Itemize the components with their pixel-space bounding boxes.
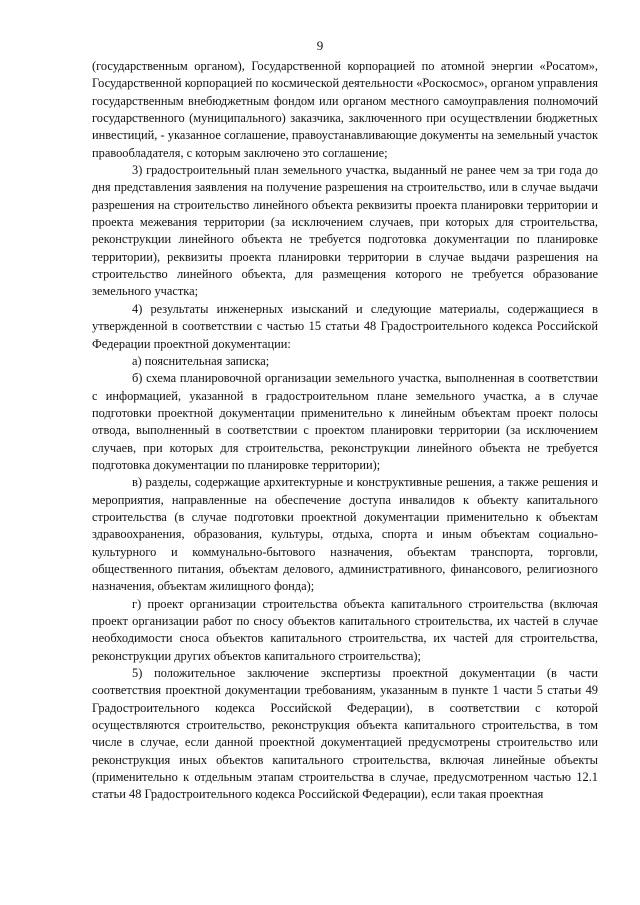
paragraph-item-5: 5) положительное заключение экспертизы проектной документации (в части соответствия проектной документации требованиям, указанным в пункте 1 части 5 статьи 49 Градостроительного кодекса Российской Федерации), в соответствии с которой осуществляются строительство, реконструкция объекта капитального строительства, в том числе в случае, если данной проектной документацией предусмотрены строительство или реконструкция иных объектов капитального строительства, включая линейные объекты (применительно к отдельным этапам строительства в случае, предусмотренном частью 12.1 статьи 48 Градостроительного кодекса Российской Федерации), если такая проектная <box>92 666 598 802</box>
page-number: 9 <box>316 38 324 53</box>
paragraph-item-3: 3) градостроительный план земельного участка, выданный не ранее чем за три года до дня представления заявления на получение разрешения на строительство, или в случае выдачи разрешения на строительство линейного объекта реквизиты проекта планировки территории и проекта межевания территории (за исключением случаев, при которых для строительства, реконструкции линейного объекта не требуется подготовка документации по планировке территории), реквизиты проекта планировки территории в случае выдачи разрешения на строительство линейного объекта, для размещения которого не требуется образование земельного участка; <box>92 163 598 299</box>
paragraph-subitem-a: а) пояснительная записка; <box>132 353 270 368</box>
paragraph-subitem-b: б) схема планировочной организации земельного участка, выполненная в соответствии с информацией, указанной в градостроительном плане земельного участка, а в случае подготовки проектной документации применительно к линейным объектам проект полосы отвода, выполненный в соответствии с проектом планировки территории (за исключением случаев, при которых для строительства, реконструкции линейного объекта не требуется подготовка документации по планировке территории); <box>92 371 598 472</box>
paragraph-continuation: (государственным органом), Государственной корпорацией по атомной энергии «Росатом», Государственной корпорацией по космической деятельности «Роскосмос», органом управления государственным внебюджетным фондом или органом местного самоуправления полномочий государственного (муниципального) заказчика, заключенного при осуществлении бюджетных инвестиций, - указанное соглашение, правоустанавливающие документы на земельный участок правообладателя, с которым заключено это соглашение; <box>92 59 598 160</box>
paragraph-item-4: 4) результаты инженерных изысканий и следующие материалы, содержащиеся в утвержденной в соответствии с частью 15 статьи 48 Градостроительного кодекса Российской Федерации проектной документации: <box>92 301 598 351</box>
paragraph-subitem-v: в) разделы, содержащие архитектурные и конструктивные решения, а также решения и мероприятия, направленные на обеспечение доступа инвалидов к объекту капитального строительства (в случае подготовки проектной документации применительно к объектам здравоохранения, образования, культуры, отдыха, спорта и иным объектам социально-культурного и коммунально-бытового назначения, объектам транспорта, торговли, общественного питания, объектам делового, административного, финансового, религиозного назначения, объектам жилищного фонда); <box>92 475 598 594</box>
paragraph-subitem-g: г) проект организации строительства объекта капитального строительства (включая проект организации работ по сносу объектов капитального строительства, их частей в случае необходимости сноса объектов капитального строительства, их частей для строительства, реконструкции других объектов капитального строительства); <box>92 596 598 663</box>
document-body <box>92 58 598 804</box>
